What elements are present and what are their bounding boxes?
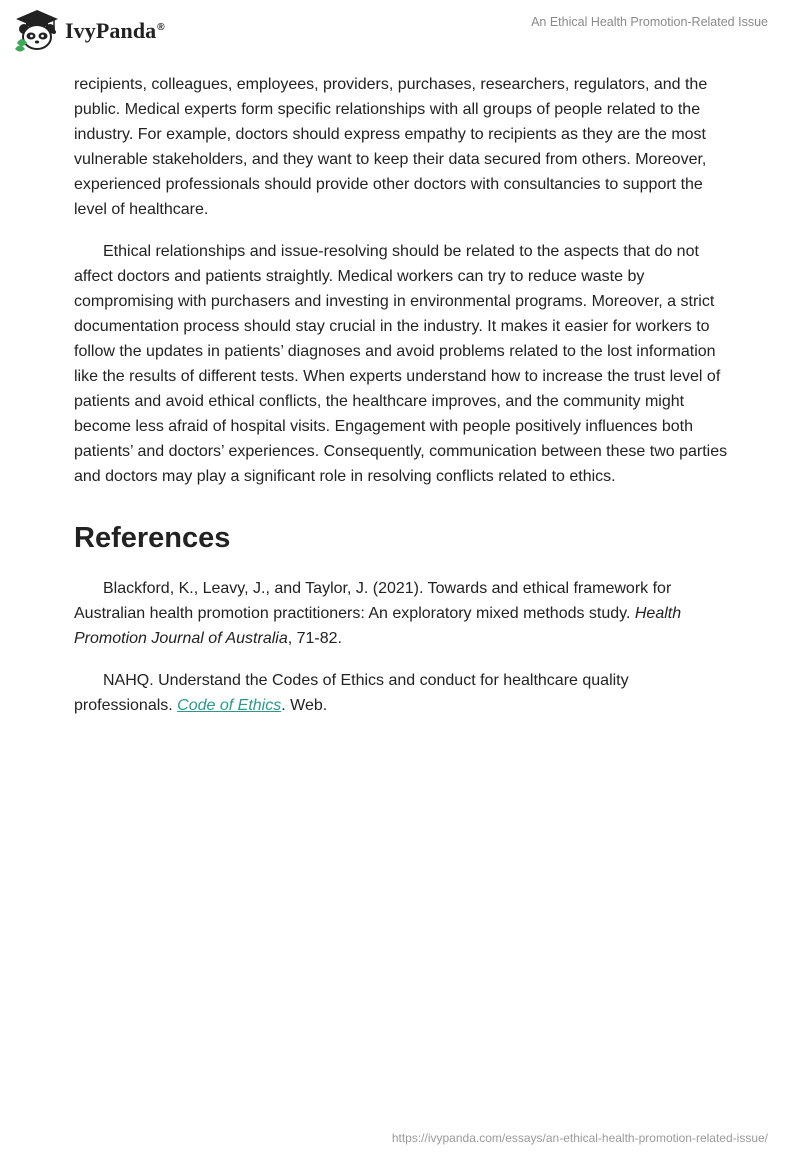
panda-graduate-icon <box>14 9 60 53</box>
logo-wordmark: IvyPanda® <box>65 18 165 43</box>
reference-item: NAHQ. Understand the Codes of Ethics and conduct for healthcare quality professionals. Code of Ethics. Web. <box>74 672 629 714</box>
body-paragraph: recipients, colleagues, employees, providers, purchases, researchers, regulators, and the public. Medical experts form specific relationships with all groups of people related to the industry. For example, doctors should express empathy to recipients as they are the most vulnerable stakeholders, and they want to keep their data secured from others. Moreover, experienced professionals should provide other doctors with consultancies to support the level of healthcare. <box>74 76 708 218</box>
code-of-ethics-link[interactable]: Code of Ethics <box>177 697 282 714</box>
ivypanda-logo[interactable] <box>14 9 165 53</box>
running-title: An Ethical Health Promotion-Related Issue <box>531 15 768 29</box>
references-list <box>74 576 730 718</box>
essay-content <box>74 72 730 718</box>
reference-item: Blackford, K., Leavy, J., and Taylor, J. (2021). Towards and ethical framework for Australian health promotion practitioners: An exploratory mixed methods study. Health Promotion Journal of Australia, 71-82. <box>74 580 682 647</box>
body-paragraph: Ethical relationships and issue-resolving should be related to the aspects that do not affect doctors and patients straightly. Medical workers can try to reduce waste by compromising with purchasers and investing in environmental programs. Moreover, a strict documentation process should stay crucial in the industry. It makes it easier for workers to follow the updates in patients’ diagnoses and avoid problems related to the lost information like the results of different tests. When experts understand how to increase the trust level of patients and avoid ethical conflicts, the healthcare improves, and the community might become less afraid of hospital visits. Engagement with people positively influences both patients’ and doctors’ experiences. Consequently, communication between these two parties and doctors may play a significant role in resolving conflicts related to ethics. <box>74 243 728 485</box>
references-heading: References <box>74 522 231 554</box>
footer-url[interactable]: https://ivypanda.com/essays/an-ethical-health-promotion-related-issue/ <box>391 1131 768 1145</box>
